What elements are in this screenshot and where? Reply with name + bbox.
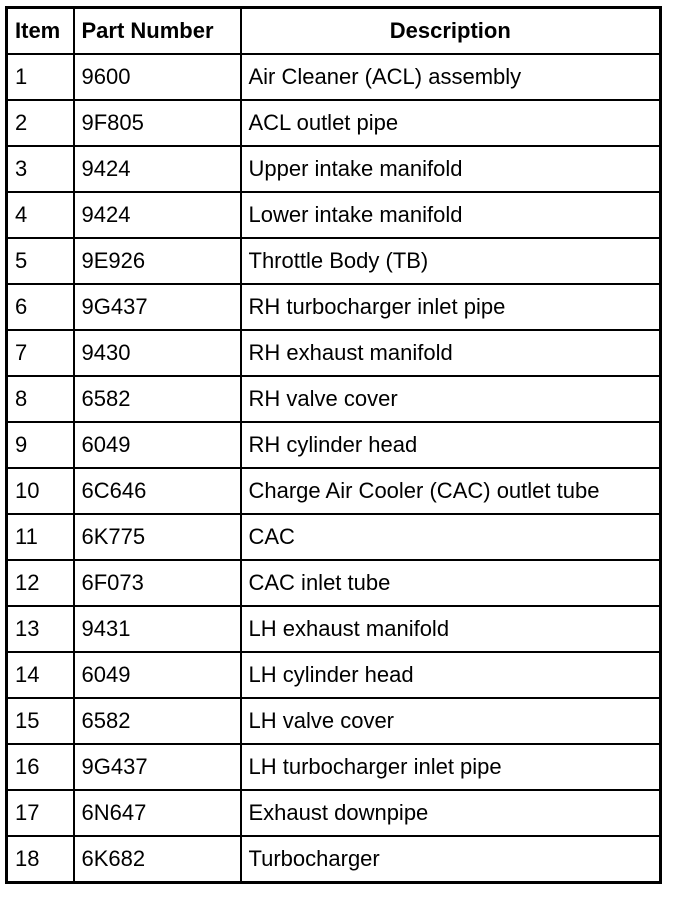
parts-table-body xyxy=(7,54,661,883)
item-cell: 12 xyxy=(7,560,74,606)
item-cell: 4 xyxy=(7,192,74,238)
item-cell: 15 xyxy=(7,698,74,744)
table-row xyxy=(7,376,661,422)
part-number-cell: 9600 xyxy=(74,54,241,100)
part-number-cell: 6N647 xyxy=(74,790,241,836)
part-number-cell: 9430 xyxy=(74,330,241,376)
item-cell: 17 xyxy=(7,790,74,836)
description-cell: LH valve cover xyxy=(241,698,661,744)
table-row xyxy=(7,560,661,606)
part-number-cell: 6K682 xyxy=(74,836,241,883)
description-cell: Upper intake manifold xyxy=(241,146,661,192)
part-number-cell: 9G437 xyxy=(74,284,241,330)
item-cell: 18 xyxy=(7,836,74,883)
item-cell: 9 xyxy=(7,422,74,468)
item-cell: 13 xyxy=(7,606,74,652)
table-row xyxy=(7,744,661,790)
item-cell: 5 xyxy=(7,238,74,284)
description-cell: CAC xyxy=(241,514,661,560)
table-row xyxy=(7,606,661,652)
part-number-column-header: Part Number xyxy=(74,8,241,55)
description-cell: RH valve cover xyxy=(241,376,661,422)
description-cell: LH cylinder head xyxy=(241,652,661,698)
part-number-cell: 9424 xyxy=(74,192,241,238)
table-row xyxy=(7,514,661,560)
item-cell: 8 xyxy=(7,376,74,422)
description-cell: LH turbocharger inlet pipe xyxy=(241,744,661,790)
description-cell: Throttle Body (TB) xyxy=(241,238,661,284)
part-number-cell: 6K775 xyxy=(74,514,241,560)
description-column-header: Description xyxy=(241,8,661,55)
item-cell: 11 xyxy=(7,514,74,560)
description-cell: ACL outlet pipe xyxy=(241,100,661,146)
table-row xyxy=(7,422,661,468)
table-row xyxy=(7,790,661,836)
description-cell: CAC inlet tube xyxy=(241,560,661,606)
parts-table xyxy=(5,6,662,884)
part-number-cell: 9431 xyxy=(74,606,241,652)
description-cell: RH exhaust manifold xyxy=(241,330,661,376)
description-cell: Exhaust downpipe xyxy=(241,790,661,836)
item-cell: 10 xyxy=(7,468,74,514)
description-cell: LH exhaust manifold xyxy=(241,606,661,652)
table-row xyxy=(7,468,661,514)
table-row xyxy=(7,284,661,330)
header-row xyxy=(7,8,661,55)
item-column-header: Item xyxy=(7,8,74,55)
description-cell: RH turbocharger inlet pipe xyxy=(241,284,661,330)
item-cell: 16 xyxy=(7,744,74,790)
table-row xyxy=(7,146,661,192)
table-row xyxy=(7,192,661,238)
part-number-cell: 9G437 xyxy=(74,744,241,790)
description-cell: Turbocharger xyxy=(241,836,661,883)
table-row xyxy=(7,836,661,883)
part-number-cell: 9F805 xyxy=(74,100,241,146)
part-number-cell: 6C646 xyxy=(74,468,241,514)
item-cell: 6 xyxy=(7,284,74,330)
table-row xyxy=(7,100,661,146)
description-cell: Air Cleaner (ACL) assembly xyxy=(241,54,661,100)
item-cell: 14 xyxy=(7,652,74,698)
part-number-cell: 6049 xyxy=(74,652,241,698)
part-number-cell: 6049 xyxy=(74,422,241,468)
part-number-cell: 9424 xyxy=(74,146,241,192)
description-cell: RH cylinder head xyxy=(241,422,661,468)
part-number-cell: 6F073 xyxy=(74,560,241,606)
table-row xyxy=(7,238,661,284)
item-cell: 3 xyxy=(7,146,74,192)
description-cell: Lower intake manifold xyxy=(241,192,661,238)
part-number-cell: 6582 xyxy=(74,376,241,422)
item-cell: 7 xyxy=(7,330,74,376)
table-row xyxy=(7,698,661,744)
part-number-cell: 6582 xyxy=(74,698,241,744)
table-row xyxy=(7,652,661,698)
item-cell: 1 xyxy=(7,54,74,100)
description-cell: Charge Air Cooler (CAC) outlet tube xyxy=(241,468,661,514)
table-row xyxy=(7,330,661,376)
table-row xyxy=(7,54,661,100)
item-cell: 2 xyxy=(7,100,74,146)
part-number-cell: 9E926 xyxy=(74,238,241,284)
